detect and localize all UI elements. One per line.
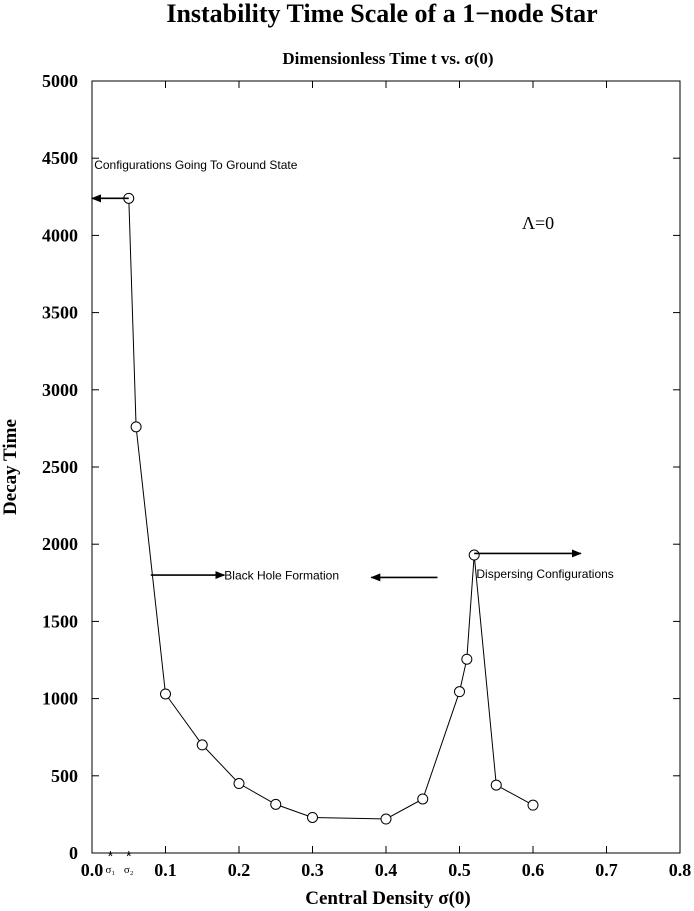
star-markers xyxy=(105,848,133,876)
x-tick-label: 0.7 xyxy=(595,860,618,880)
y-tick-label: 2000 xyxy=(42,534,78,555)
data-point xyxy=(234,779,244,789)
annotations xyxy=(94,158,614,583)
x-tick-label: 0.8 xyxy=(668,860,692,880)
data-series xyxy=(124,193,538,824)
y-tick-label: 1000 xyxy=(42,688,78,709)
data-point xyxy=(462,654,472,664)
chart-title: Instability Time Scale of a 1−node Star xyxy=(166,0,598,28)
data-point xyxy=(491,780,501,790)
y-tick-label: 500 xyxy=(51,765,78,786)
y-tick-label: 3500 xyxy=(42,302,78,323)
chart-subtitle: Dimensionless Time t vs. σ(0) xyxy=(282,49,494,68)
x-tick-label: 0.1 xyxy=(154,860,177,880)
x-tick-label: 0.0 xyxy=(80,860,104,880)
x-tick-label: 0.2 xyxy=(227,860,251,880)
x-tick-label: 0.6 xyxy=(521,860,545,880)
y-tick-label: 0 xyxy=(69,843,78,863)
y-tick-label: 2500 xyxy=(42,457,78,477)
data-point xyxy=(455,687,465,697)
star-marker-label: σ₂ xyxy=(123,864,134,876)
y-tick-label: 1500 xyxy=(42,611,78,632)
x-tick-label: 0.5 xyxy=(448,860,471,880)
x-tick-label: 0.4 xyxy=(374,860,398,880)
data-point xyxy=(528,800,538,810)
x-axis-label: Central Density σ(0) xyxy=(305,888,471,909)
annotation-text: Λ=0 xyxy=(521,213,555,234)
y-axis-ticks xyxy=(42,71,680,863)
annotation-arrows xyxy=(92,198,581,577)
y-tick-label: 4500 xyxy=(42,148,78,169)
data-point xyxy=(161,689,171,699)
data-point xyxy=(197,740,207,750)
annotation-text: Dispersing Configurations xyxy=(476,567,614,582)
data-point xyxy=(308,812,318,822)
plot-area-frame xyxy=(92,81,680,853)
data-point xyxy=(381,814,391,824)
star-marker: * xyxy=(125,848,132,865)
data-point xyxy=(131,422,141,432)
data-point xyxy=(469,550,479,560)
y-tick-label: 4000 xyxy=(42,225,78,246)
annotation-text: Black Hole Formation xyxy=(224,568,340,583)
series-line xyxy=(129,198,533,819)
star-marker: * xyxy=(107,848,114,865)
x-tick-label: 0.3 xyxy=(301,860,324,880)
star-marker-label: σ₁ xyxy=(105,864,116,876)
y-tick-label: 5000 xyxy=(42,71,78,91)
x-axis-ticks xyxy=(81,81,692,880)
y-tick-label: 3000 xyxy=(42,379,78,400)
data-point xyxy=(271,799,281,809)
annotation-text: Configurations Going To Ground State xyxy=(94,158,298,173)
y-axis-label: Decay Time xyxy=(0,419,21,515)
data-point xyxy=(418,794,428,804)
